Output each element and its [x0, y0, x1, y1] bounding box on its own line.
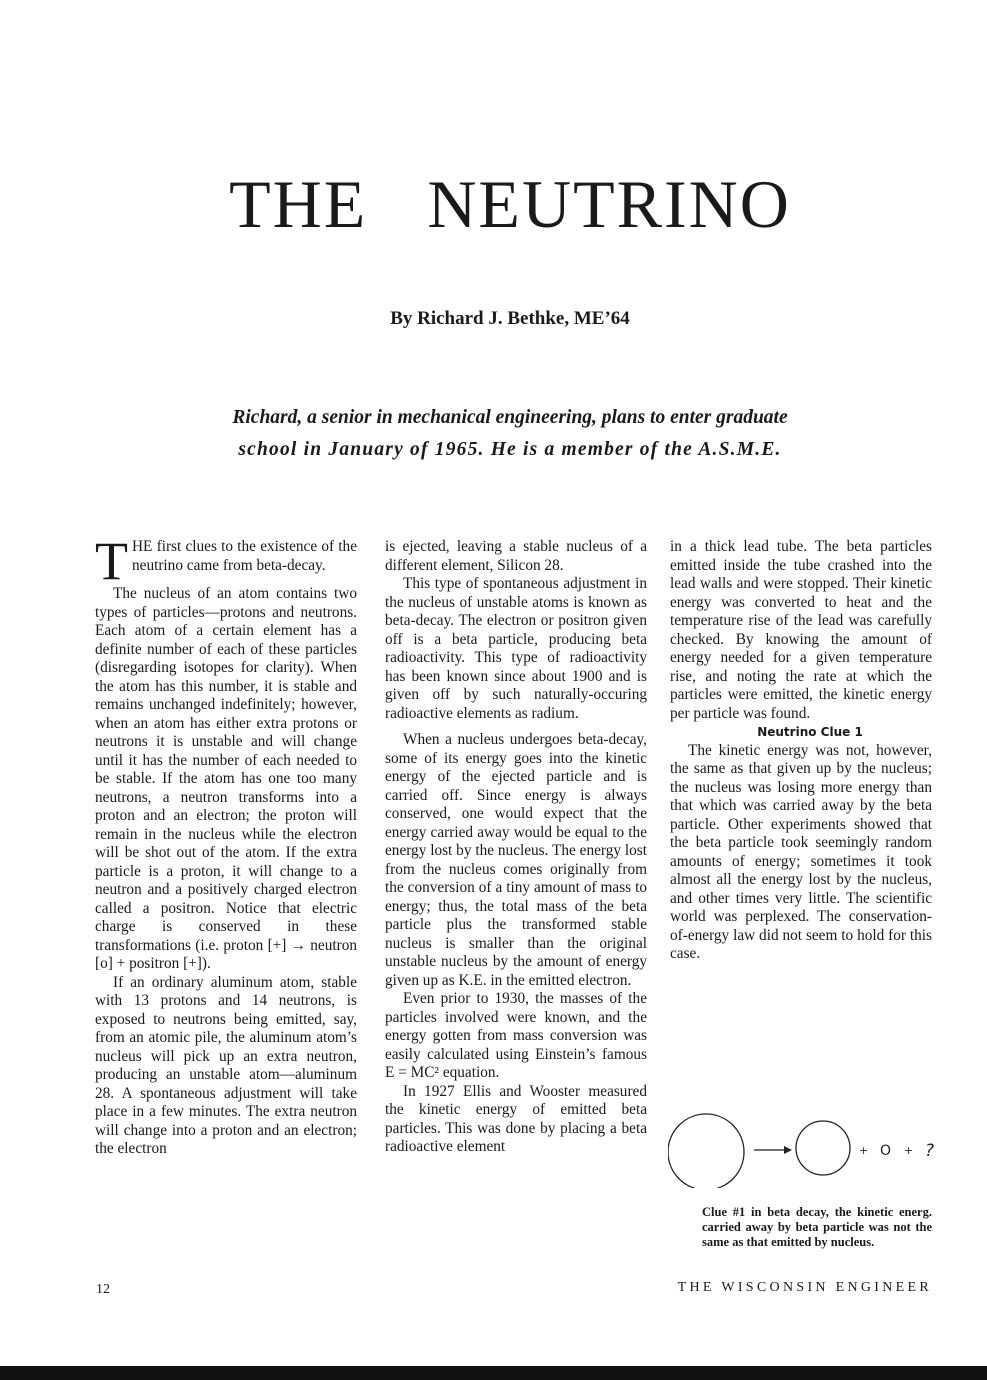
title-word-the: THE	[229, 166, 368, 242]
page-number: 12	[96, 1282, 110, 1297]
paragraph: When a nucleus undergoes beta-decay, some of its energy goes into the kinetic energy of the ejected particle and is carried off. Since energy is always conserved, one would expect that the energy carried away would be equal to the energy lost by the nucleus. The energy lost from the nucleus comes originally from the conversion of a tiny amount of mass to energy; thus, the total mass of the beta particle plus the transformed stable nucleus is smaller than the original unstable nucleus by the amount of energy given up as K.E. in the emitted electron.	[385, 731, 647, 989]
scan-edge-bar	[0, 1366, 987, 1380]
beta-decay-diagram	[668, 1108, 948, 1188]
intro-line-2: school in January of 1965. He is a member of the A.S.M.E.	[238, 439, 782, 460]
journal-name: THE WISCONSIN ENGINEER	[677, 1280, 932, 1295]
title-word-neutrino: NEUTRINO	[427, 166, 791, 242]
article-title	[0, 165, 987, 244]
arrow-head-icon	[784, 1146, 792, 1154]
column-3	[670, 538, 932, 964]
paragraph: Even prior to 1930, the masses of the particles involved were known, and the energy gotten from mass conversion was easily calculated using Einstein’s famous E = MC² equation.	[385, 990, 647, 1081]
section-heading: Neutrino Clue 1	[757, 725, 863, 739]
column-2	[385, 538, 647, 1157]
nucleus-circle-small	[796, 1121, 850, 1175]
paragraph: The kinetic energy was not, however, the same as that given up by the nucleus; the nucleus was losing more energy than that which was carried away by the beta particle. Other experiments showed that the beta particle took seemingly random amounts of energy; sometimes it took almost all the energy lost by the nucleus, and other times very little. The scientific world was perplexed. The conservation-of-energy law did not seem to hold for this case.	[670, 741, 932, 962]
author-intro	[200, 402, 820, 466]
paragraph: In 1927 Ellis and Wooster measured the kinetic energy of emitted beta particles. This was done by placing a beta radioactive element	[385, 1082, 647, 1155]
paragraph: This type of spontaneous adjustment in the nucleus of unstable atoms is known as beta-decay. The electron or positron given off is a beta particle, producing beta radioactivity. This type of radioactivity has been known since about 1900 and is given off by such naturally-occuring radioactive elements as radium.	[385, 575, 647, 722]
paragraph: If an ordinary aluminum atom, stable with 13 protons and 14 neutrons, is exposed to neutrons being emitted, say, from an atomic pile, the aluminum atom’s nucleus will pick up an extra neutron, producing an unstable atom—aluminum 28. A spontaneous adjustment will take place in a few minutes. The extra neutron will change into a proton and an electron; the electron	[95, 973, 357, 1157]
paragraph-text: HE first clues to the existence of the neutrino came from beta-decay.	[132, 538, 357, 574]
column-1	[95, 531, 357, 1159]
drop-cap: T	[95, 531, 128, 591]
particle-o: O	[880, 1143, 892, 1159]
paragraph: The nucleus of an atom contains two types of particles—protons and neutrons. Each atom of a certain element has a definite number of each of these particles (disregarding isotopes for clarity). When the atom has this number, it is stable and remains unchanged indefinitely; however, when an atom has either extra protons or neutrons it is unstable and will change until it has the number of each needed to be stable. If the atom has one too many neutrons, a neutron transforms into a proton and an electron; the proton will remain in the nucleus while the electron will be shot out of the atom. If the extra particle is a proton, it will change to a neutron and a positively charged electron called a positron. Notice that electric charge is conserved in these transformations (i.e. proton [+] → neutron [o] + positron [+]).	[95, 585, 357, 972]
plus-sign: +	[859, 1144, 869, 1157]
plus-sign: +	[904, 1144, 914, 1157]
paragraph	[95, 531, 357, 591]
paragraph: is ejected, leaving a stable nucleus of a different element, Silicon 28.	[385, 538, 647, 574]
question-mark: ?	[925, 1141, 935, 1161]
intro-line-1: Richard, a senior in mechanical engineering, plans to enter graduate	[232, 407, 788, 428]
byline: By Richard J. Bethke, ME’64	[390, 308, 630, 329]
figure-caption: Clue #1 in beta decay, the kinetic energ. carried away by beta particle was not the same as that emitted by nucleus.	[702, 1205, 932, 1249]
paragraph: in a thick lead tube. The beta particles emitted inside the tube crashed into the lead walls and were stopped. Their kinetic energy was converted to heat and the temperature rise of the lead was carefully checked. By knowing the amount of energy needed for a given temperature rise, and noting the rate at which the particles were emitted, the kinetic energy per particle was found.	[670, 538, 932, 722]
nucleus-circle-large	[668, 1114, 744, 1188]
